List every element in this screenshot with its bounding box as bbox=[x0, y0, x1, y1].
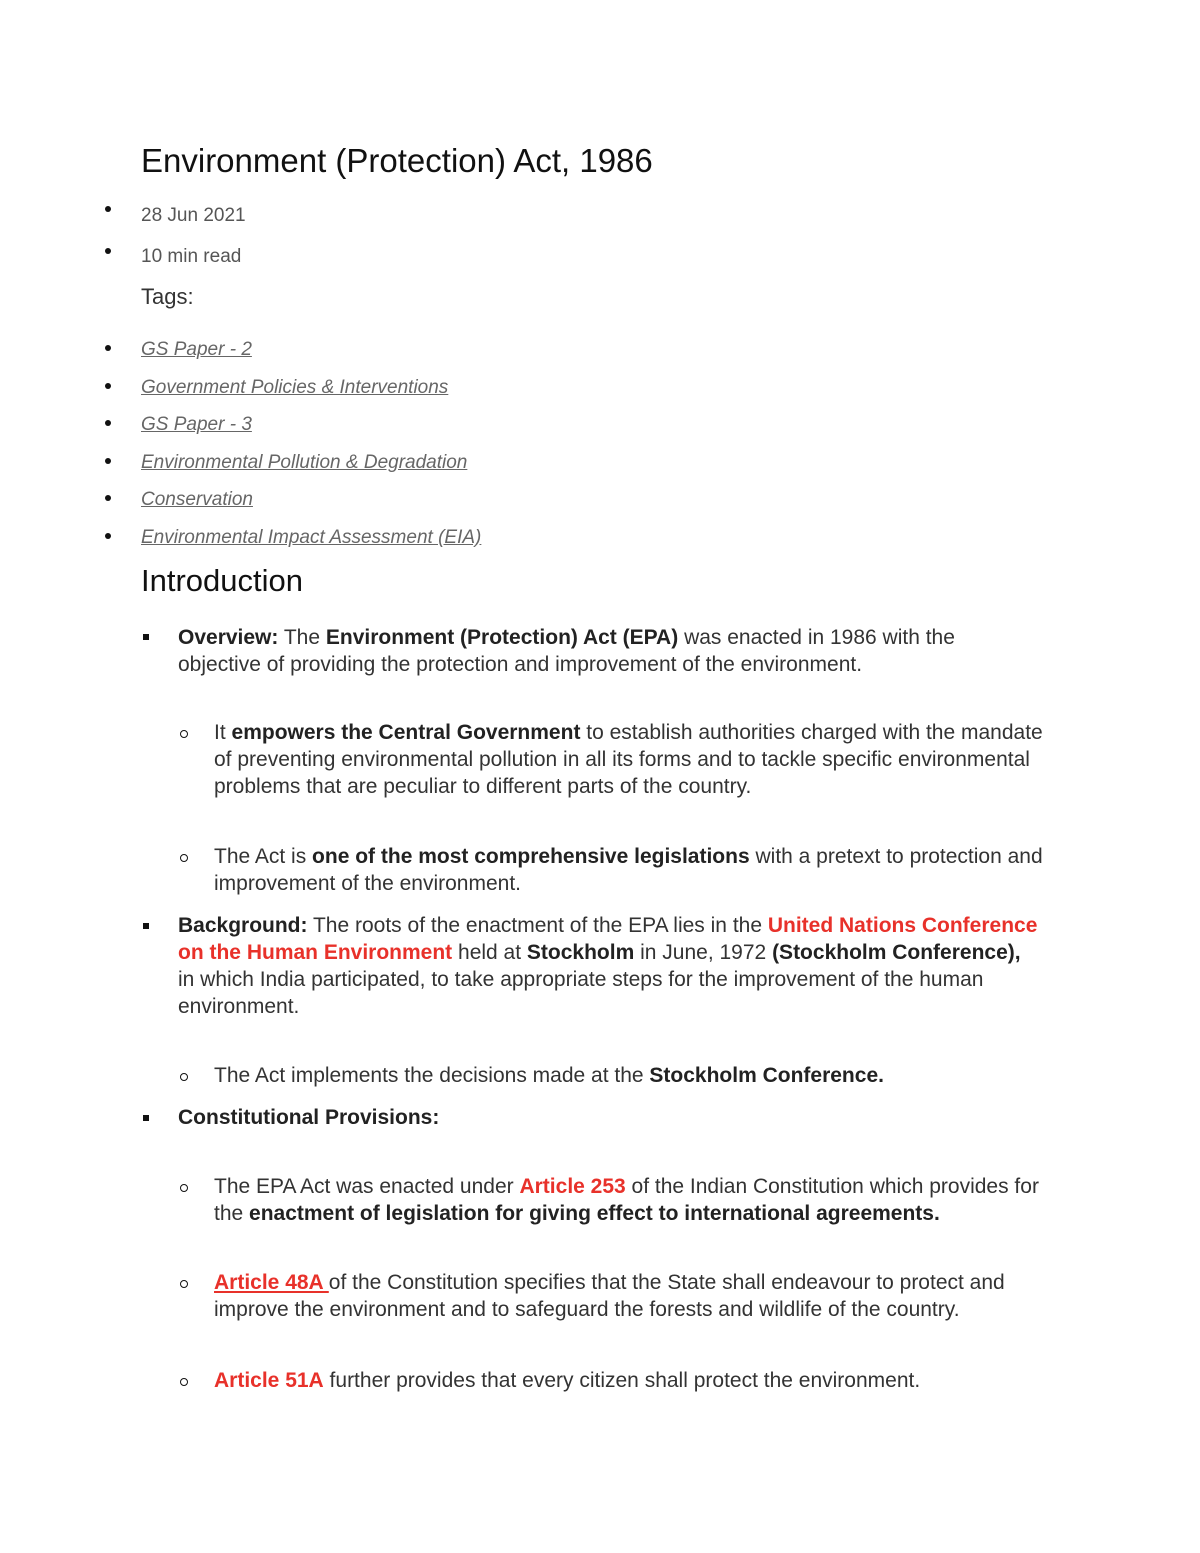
bullet-dot bbox=[105, 383, 111, 389]
bold-text: Stockholm bbox=[526, 941, 635, 964]
bold-text: one of the most comprehensive legislations bbox=[312, 845, 750, 868]
background-paragraph bbox=[178, 912, 1038, 1020]
tag-link[interactable]: Government Policies & Interventions bbox=[141, 377, 449, 398]
bold-text: Stockholm Conference. bbox=[649, 1064, 884, 1087]
text-span: held at bbox=[452, 941, 527, 964]
circle-bullet bbox=[180, 854, 188, 862]
highlight-text: United Nations Conference on the Human Environment bbox=[178, 914, 1038, 964]
tag-link[interactable]: Environmental Impact Assessment (EIA) bbox=[141, 527, 482, 548]
square-bullet bbox=[143, 634, 149, 640]
text-span: It bbox=[214, 721, 232, 744]
text-span: The bbox=[278, 626, 326, 649]
background-sub-paragraph bbox=[214, 1062, 1044, 1089]
circle-bullet bbox=[180, 1184, 188, 1192]
article-title: Environment (Protection) Act, 1986 bbox=[141, 142, 653, 179]
bullet-dot bbox=[105, 345, 111, 351]
overview-paragraph bbox=[178, 624, 1038, 678]
circle-bullet bbox=[180, 1073, 188, 1081]
tag-link[interactable]: GS Paper - 2 bbox=[141, 339, 252, 360]
constitutional-sub-paragraph bbox=[214, 1269, 1044, 1323]
constitutional-sub-paragraph bbox=[214, 1173, 1044, 1227]
text-span: The Act is bbox=[214, 845, 313, 868]
background-label: Background: bbox=[178, 914, 308, 937]
tag-link[interactable]: GS Paper - 3 bbox=[141, 414, 252, 435]
highlight-text: Article 253 bbox=[519, 1175, 626, 1198]
bullet-dot bbox=[105, 495, 111, 501]
text-span: in which India participated, to take appropriate steps for the improvement of the human environment. bbox=[178, 968, 984, 1018]
article-read-time: 10 min read bbox=[141, 246, 242, 267]
constitutional-label: Constitutional Provisions: bbox=[178, 1106, 440, 1129]
section-heading: Introduction bbox=[141, 563, 303, 598]
highlight-text: Article 48A bbox=[214, 1271, 329, 1294]
square-bullet bbox=[143, 1115, 149, 1121]
text-span: of the Constitution specifies that the State shall endeavour to protect and improve the environment and to safeguard the forests and wildlife of the country. bbox=[214, 1271, 1005, 1321]
tag-link[interactable]: Environmental Pollution & Degradation bbox=[141, 452, 468, 473]
bullet-dot bbox=[105, 248, 111, 254]
circle-bullet bbox=[180, 730, 188, 738]
bullet-dot bbox=[105, 458, 111, 464]
overview-label: Overview: bbox=[178, 626, 279, 649]
text-span: to establish authorities charged with the mandate of preventing environmental pollution in all its forms and to tackle specific environmental problems that are peculiar to different parts of the country. bbox=[214, 721, 1043, 798]
bold-text: Environment (Protection) Act (EPA) bbox=[325, 626, 679, 649]
bullet-dot bbox=[105, 420, 111, 426]
bold-text: empowers the Central Government bbox=[231, 721, 581, 744]
article-date: 28 Jun 2021 bbox=[141, 205, 246, 226]
text-span: of the Indian Constitution which provides for the bbox=[214, 1175, 1039, 1225]
text-span: The roots of the enactment of the EPA lies in the bbox=[307, 914, 768, 937]
text-span: in June, 1972 bbox=[634, 941, 773, 964]
text-span: further provides that every citizen shall protect the environment. bbox=[323, 1369, 921, 1392]
bold-text: enactment of legislation for giving effect to international agreements. bbox=[249, 1202, 940, 1225]
overview-sub-paragraph bbox=[214, 843, 1044, 897]
square-bullet bbox=[143, 923, 149, 929]
text-span: The EPA Act was enacted under bbox=[214, 1175, 520, 1198]
text-span: was enacted in 1986 with the objective of providing the protection and improvement of the environment. bbox=[178, 626, 955, 676]
text-span: The Act implements the decisions made at the bbox=[214, 1064, 650, 1087]
bullet-dot bbox=[105, 533, 111, 539]
overview-sub-paragraph bbox=[214, 719, 1044, 800]
circle-bullet bbox=[180, 1280, 188, 1288]
bold-text: (Stockholm Conference), bbox=[772, 941, 1021, 964]
circle-bullet bbox=[180, 1378, 188, 1386]
tag-link[interactable]: Conservation bbox=[141, 489, 253, 510]
text-span: with a pretext to protection and improvement of the environment. bbox=[214, 845, 1043, 895]
constitutional-sub-paragraph bbox=[214, 1367, 1044, 1394]
highlight-text: Article 51A bbox=[214, 1369, 324, 1392]
constitutional-paragraph bbox=[178, 1104, 1038, 1131]
bullet-dot bbox=[105, 206, 111, 212]
tags-label: Tags: bbox=[141, 284, 194, 309]
